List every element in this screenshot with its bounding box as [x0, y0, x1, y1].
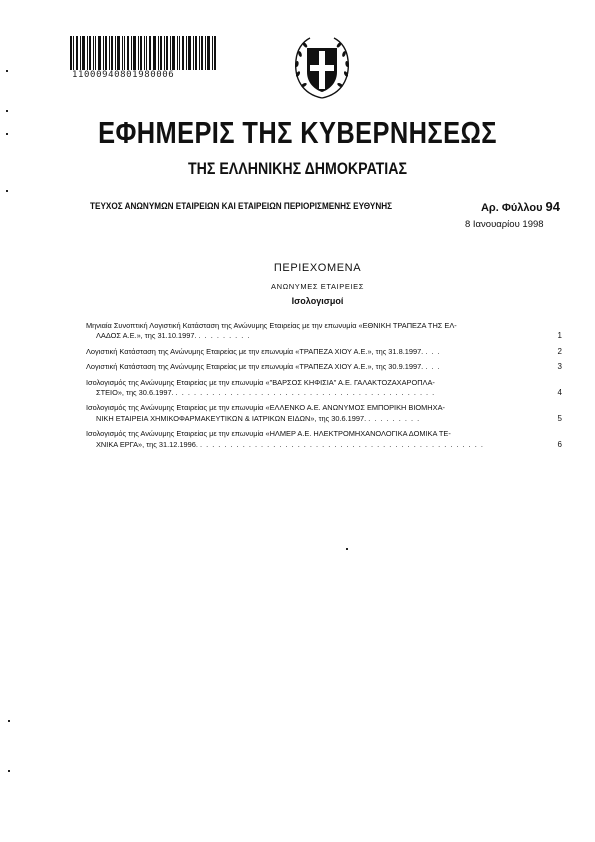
contents-entry — [86, 403, 562, 424]
barcode — [70, 36, 216, 70]
entry-line: Ισολογισμός της Ανώνυμης Εταιρείας με την επωνυμία «ΕΛΛΕΝΚΟ Α.Ε. ΑΝΩΝΥΜΟΣ ΕΜΠΟΡΙΚΗ ΒΙΟΜΗΧΑ- — [86, 403, 445, 413]
coat-of-arms-emblem — [290, 34, 354, 102]
sheet-number-label — [481, 199, 560, 214]
contents-entry — [86, 362, 562, 372]
contents-list — [86, 321, 562, 455]
entry-line: Λογιστική Κατάσταση της Ανώνυμης Εταιρείας με την επωνυμία «ΤΡΑΠΕΖΑ ΧΙΟΥ Α.Ε.», της 30.9.1997. . . . — [86, 362, 441, 372]
entry-page-number: 2 — [557, 346, 562, 356]
scan-mark — [8, 770, 10, 772]
entry-line: Μηνιαία Συνοπτική Λογιστική Κατάσταση της Ανώνυμης Εταιρείας με την επωνυμία «ΕΘΝΙΚΗ ΤΡΑΠΕΖΑ ΤΗΣ ΕΛ- — [86, 321, 457, 330]
gazette-subtitle: ΤΗΣ ΕΛΛΗΝΙΚΗΣ ΔΗΜΟΚΡΑΤΙΑΣ — [187, 160, 408, 178]
barcode-number: 11000940801980006 — [72, 70, 175, 80]
scan-mark — [6, 70, 8, 72]
contents-entry — [86, 347, 562, 357]
scan-mark — [346, 548, 348, 550]
entry-line: Ισολογισμός της Ανώνυμης Εταιρείας με την επωνυμία «ΗΛΜΕΡ Α.Ε. ΗΛΕΚΤΡΟΜΗΧΑΝΟΛΟΓΙΚΑ ΔΟΜΙΚΑ ΤΕ- — [86, 429, 451, 439]
entry-line: Ισολογισμός της Ανώνυμης Εταιρείας με την επωνυμία «"ΒΑΡΣΟΣ ΚΗΦΙΣΙΑ" Α.Ε. ΓΑΛΑΚΤΟΖΑΧΑΡΟΠΛΑ- — [86, 377, 435, 387]
contents-entry — [86, 321, 562, 342]
contents-entry — [86, 378, 562, 399]
scan-mark — [6, 190, 8, 192]
issue-type: ΤΕΥΧΟΣ ΑΝΩΝΥΜΩΝ ΕΤΑΙΡΕΙΩΝ ΚΑΙ ΕΤΑΙΡΕΙΩΝ ΠΕΡΙΟΡΙΣΜΕΝΗΣ ΕΥΘΥΝΗΣ — [90, 201, 393, 212]
issue-date: 8 Ιανουαρίου 1998 — [465, 219, 544, 230]
entry-page-number: 6 — [557, 439, 562, 449]
gazette-title: ΕΦΗΜΕΡΙΣ ΤΗΣ ΚΥΒΕΡΝΗΣΕΩΣ — [98, 115, 497, 150]
entry-line-cont: ΣΤΕΙΟ», της 30.6.1997. . . . . . . . . . . . . . . . . . . . . . . . . . . . . . . . . . . . . . . . . . . . — [96, 388, 436, 398]
entry-page-number: 4 — [557, 388, 562, 398]
entry-line-cont: ΧΝΙΚΑ ΕΡΓΑ», της 31.12.1996. . . . . . . . . . . . . . . . . . . . . . . . . . . . . . . . . . . . . . . . . . . . . . . . — [96, 439, 484, 449]
entry-line: Λογιστική Κατάσταση της Ανώνυμης Εταιρείας με την επωνυμία «ΤΡΑΠΕΖΑ ΧΙΟΥ Α.Ε.», της 31.8.1997. . . . — [86, 346, 441, 356]
contents-entry — [86, 429, 562, 450]
scan-mark — [8, 720, 10, 722]
section-heading: ΑΝΩΝΥΜΕΣ ΕΤΑΙΡΕΙΕΣ — [270, 282, 365, 291]
sheet-label: Αρ. Φύλλου — [480, 202, 543, 214]
entry-page-number: 3 — [557, 362, 562, 372]
entry-line-cont: ΛΑΔΟΣ Α.Ε.», της 31.10.1997. . . . . . . . . . — [96, 331, 251, 341]
entry-line-cont: ΝΙΚΗ ΕΤΑΙΡΕΙΑ ΧΗΜΙΚΟΦΑΡΜΑΚΕΥΤΙΚΩΝ & ΙΑΤΡΙΚΩΝ ΕΙΔΩΝ», της 30.6.1997. . . . . . . . . . — [96, 413, 421, 423]
issue-row — [90, 201, 560, 215]
contents-heading: ΠΕΡΙΕΧΟΜΕΝΑ — [273, 262, 362, 274]
scan-mark — [6, 110, 8, 112]
subsection-heading: Ισολογισμοί — [291, 296, 344, 306]
entry-page-number: 5 — [557, 413, 562, 423]
sheet-number: 94 — [545, 199, 560, 214]
entry-page-number: 1 — [557, 331, 562, 341]
scan-mark — [6, 133, 8, 135]
